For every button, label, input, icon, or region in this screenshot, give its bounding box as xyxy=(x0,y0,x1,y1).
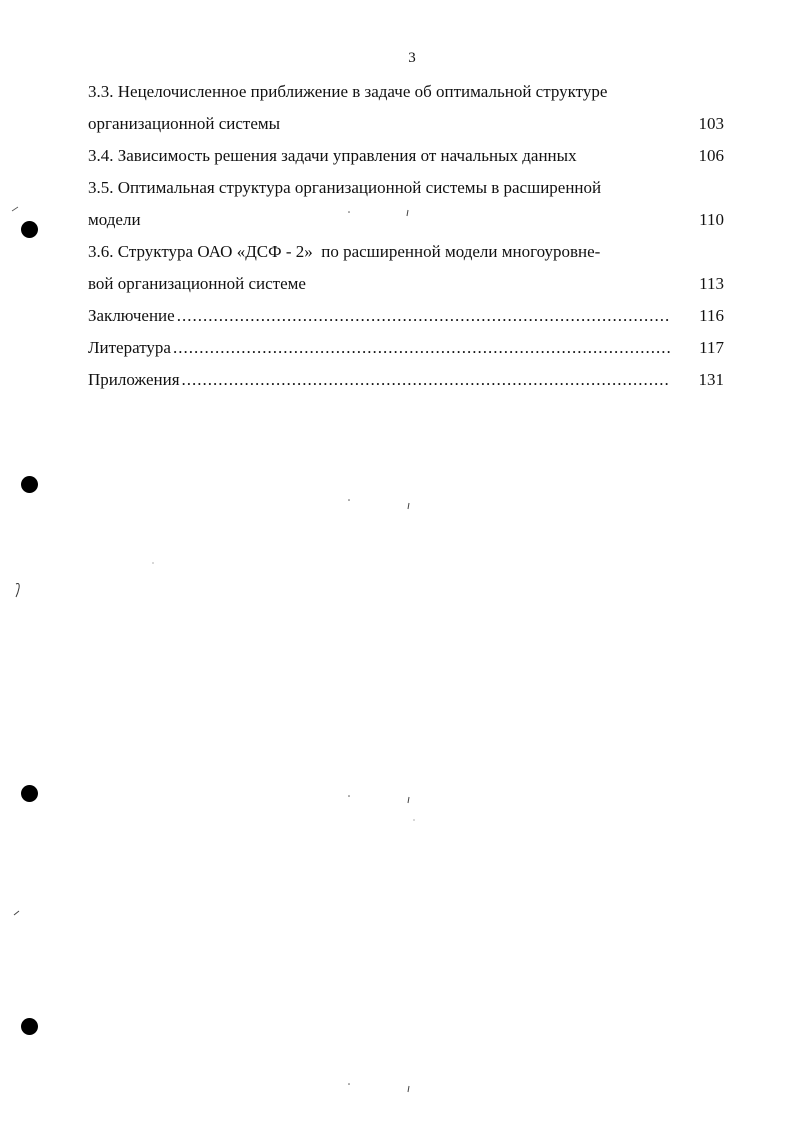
toc-page-number: 103 xyxy=(698,114,724,133)
toc-entry-text: организационной системы xyxy=(88,114,281,133)
toc-page-number: 110 xyxy=(699,210,724,229)
toc-entry-text: Заключение xyxy=(88,306,175,325)
toc-entry-3-3 xyxy=(88,76,724,140)
toc-page-number: 117 xyxy=(699,338,724,357)
toc-page-number: 106 xyxy=(698,146,724,165)
toc-entry-text: 3.5. Оптимальная структура организационной системы в расширенной xyxy=(88,178,602,197)
toc-entry-appendices xyxy=(88,364,724,396)
toc-entry-3-4 xyxy=(88,140,724,172)
toc-dot-leader xyxy=(182,364,670,396)
toc-entry-text: Литература xyxy=(88,338,171,357)
toc-entry-text: модели xyxy=(88,210,141,229)
toc-entry-text: Приложения xyxy=(88,370,180,389)
toc-entry-text: 3.3. Нецелочисленное приближение в задаче об оптимальной структуре xyxy=(88,82,608,101)
punch-hole xyxy=(21,1018,38,1035)
toc-entry-3-5 xyxy=(88,172,724,236)
toc-entry-conclusion xyxy=(88,300,724,332)
punch-hole xyxy=(21,476,38,493)
toc-page-number: 116 xyxy=(699,306,724,325)
punch-hole xyxy=(21,785,38,802)
page-number: 3 xyxy=(408,50,416,66)
toc-page-number: 131 xyxy=(698,370,724,389)
toc-page-number: 113 xyxy=(699,274,724,293)
toc-dot-leader xyxy=(177,300,670,332)
toc-dot-leader xyxy=(173,332,670,364)
toc-entry-text: 3.6. Структура ОАО «ДСФ - 2» по расширенной модели многоуровне- xyxy=(88,242,601,261)
toc-entry-3-6 xyxy=(88,236,724,300)
toc-entry-text: 3.4. Зависимость решения задачи управления от начальных данных xyxy=(88,146,577,165)
punch-hole xyxy=(21,221,38,238)
table-of-contents xyxy=(88,76,724,396)
toc-entry-literature xyxy=(88,332,724,364)
toc-entry-text: вой организационной системе xyxy=(88,274,306,293)
